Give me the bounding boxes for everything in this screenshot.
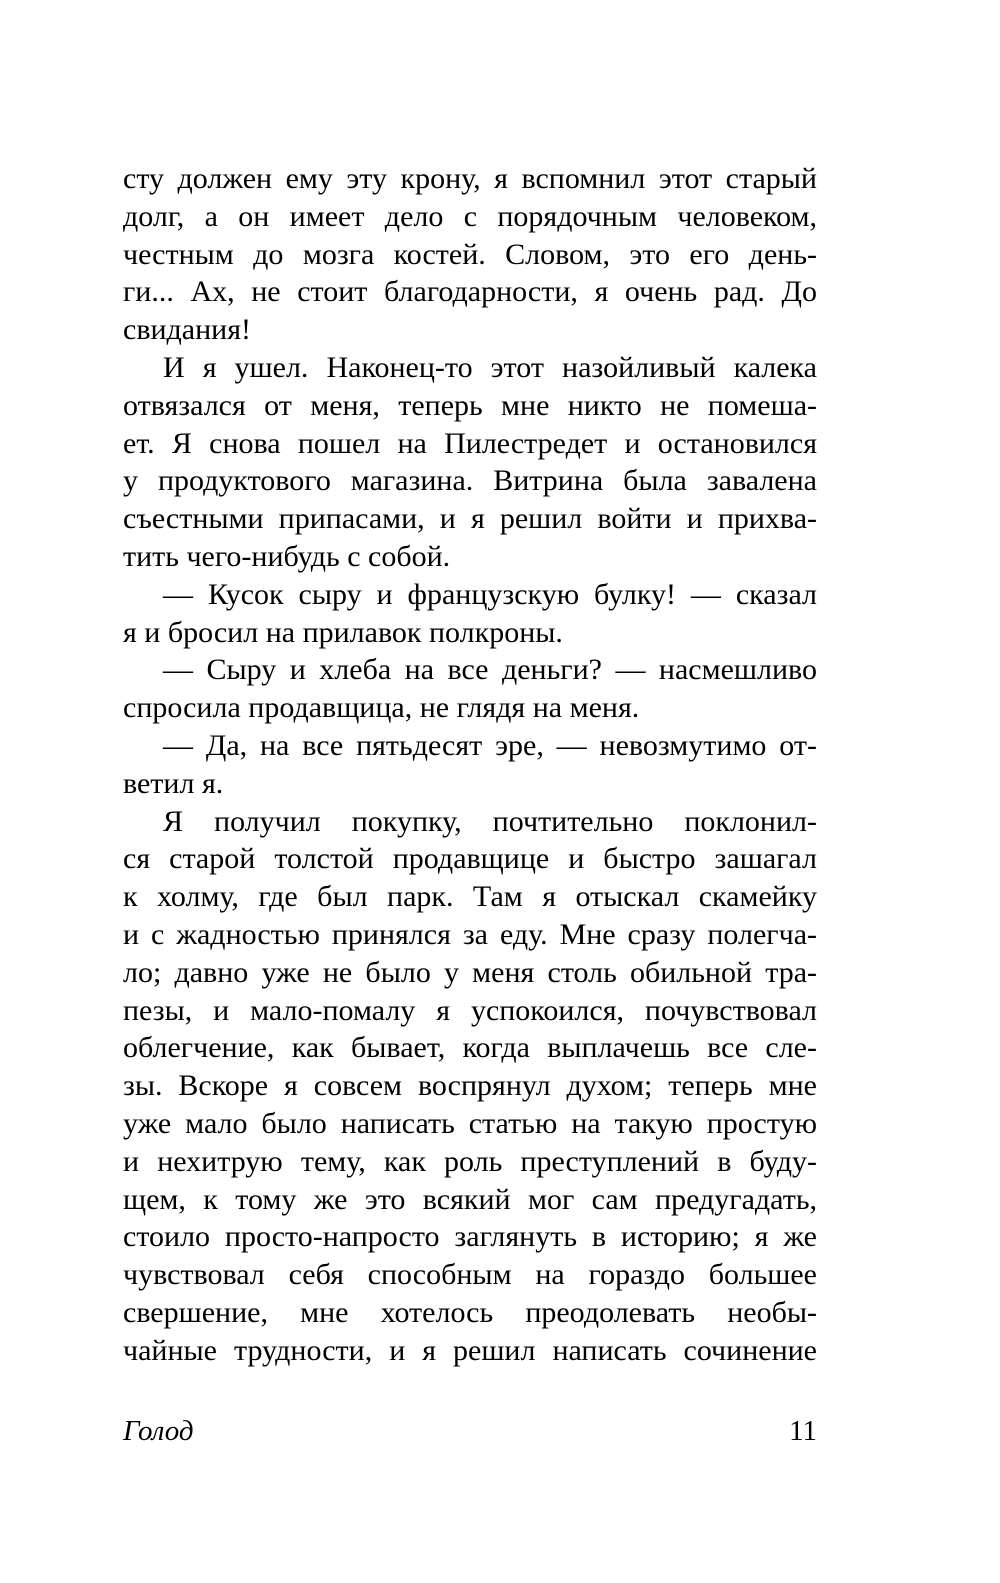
text-line: я и бросил на прилавок полкроны.	[123, 615, 563, 649]
text-line: ветил я.	[123, 766, 224, 800]
text-line: и нехитрую тему, как роль преступлений в буду-	[123, 1144, 817, 1178]
footer-page-number: 11	[789, 1415, 817, 1447]
text-line dialogue-line: — Кусок сыру и французскую булку! — сказал	[163, 577, 817, 611]
page-text-block	[123, 160, 817, 1370]
text-line: Я получил покупку, почтительно поклонил-	[163, 804, 817, 838]
text-line: уже мало было написать статью на такую простую	[123, 1106, 817, 1140]
text-line: И я ушел. Наконец-то этот назойливый калека	[163, 350, 817, 384]
page-footer	[123, 1412, 817, 1450]
text-line: зы. Вскоре я совсем воспрянул духом; теперь мне	[123, 1069, 817, 1103]
text-line: ло; давно уже не было у меня столь обильной тра-	[123, 955, 817, 989]
text-line: пезы, и мало-помалу я успокоился, почувствовал	[123, 993, 817, 1027]
text-line: ги... Ах, не стоит благодарности, я очень рад. До	[123, 275, 817, 309]
text-line dialogue-line: — Сыру и хлеба на все деньги? — насмешливо	[163, 653, 817, 687]
text-line: отвязался от меня, теперь мне никто не помеша-	[123, 388, 817, 422]
footer-book-title: Голод	[123, 1415, 194, 1447]
text-line: съестными припасами, и я решил войти и прихва-	[123, 502, 817, 536]
text-line: честным до мозга костей. Словом, это его день-	[123, 237, 817, 271]
text-line: тить чего-нибудь с собой.	[123, 539, 451, 573]
text-line: чайные трудности, и я решил написать сочинение	[123, 1333, 817, 1367]
text-line: к холму, где был парк. Там я отыскал скамейку	[123, 880, 817, 914]
text-line dialogue-line: — Да, на все пятьдесят эре, — невозмутимо от-	[163, 728, 817, 762]
text-line: ет. Я снова пошел на Пилестредет и остановился	[123, 426, 817, 460]
text-line: и с жадностью принялся за еду. Мне сразу полегча-	[123, 917, 817, 951]
text-line: облегчение, как бывает, когда выплачешь все сле-	[123, 1031, 817, 1065]
text-line: сту должен ему эту крону, я вспомнил этот старый	[123, 162, 817, 195]
text-line: свидания!	[123, 313, 252, 347]
text-line: долг, а он имеет дело с порядочным человеком,	[123, 199, 817, 233]
text-line: ся старой толстой продавщице и быстро зашагал	[123, 842, 817, 876]
text-line: чувствовал себя способным на гораздо большее	[123, 1258, 817, 1292]
text-line: у продуктового магазина. Витрина была завалена	[123, 464, 817, 498]
text-line: спросила продавщица, не глядя на меня.	[123, 691, 640, 725]
text-line: стоило просто-напросто заглянуть в историю; я же	[123, 1220, 817, 1254]
text-line: свершение, мне хотелось преодолевать необы-	[123, 1295, 817, 1329]
text-line: щем, к тому же это всякий мог сам предугадать,	[123, 1182, 817, 1216]
